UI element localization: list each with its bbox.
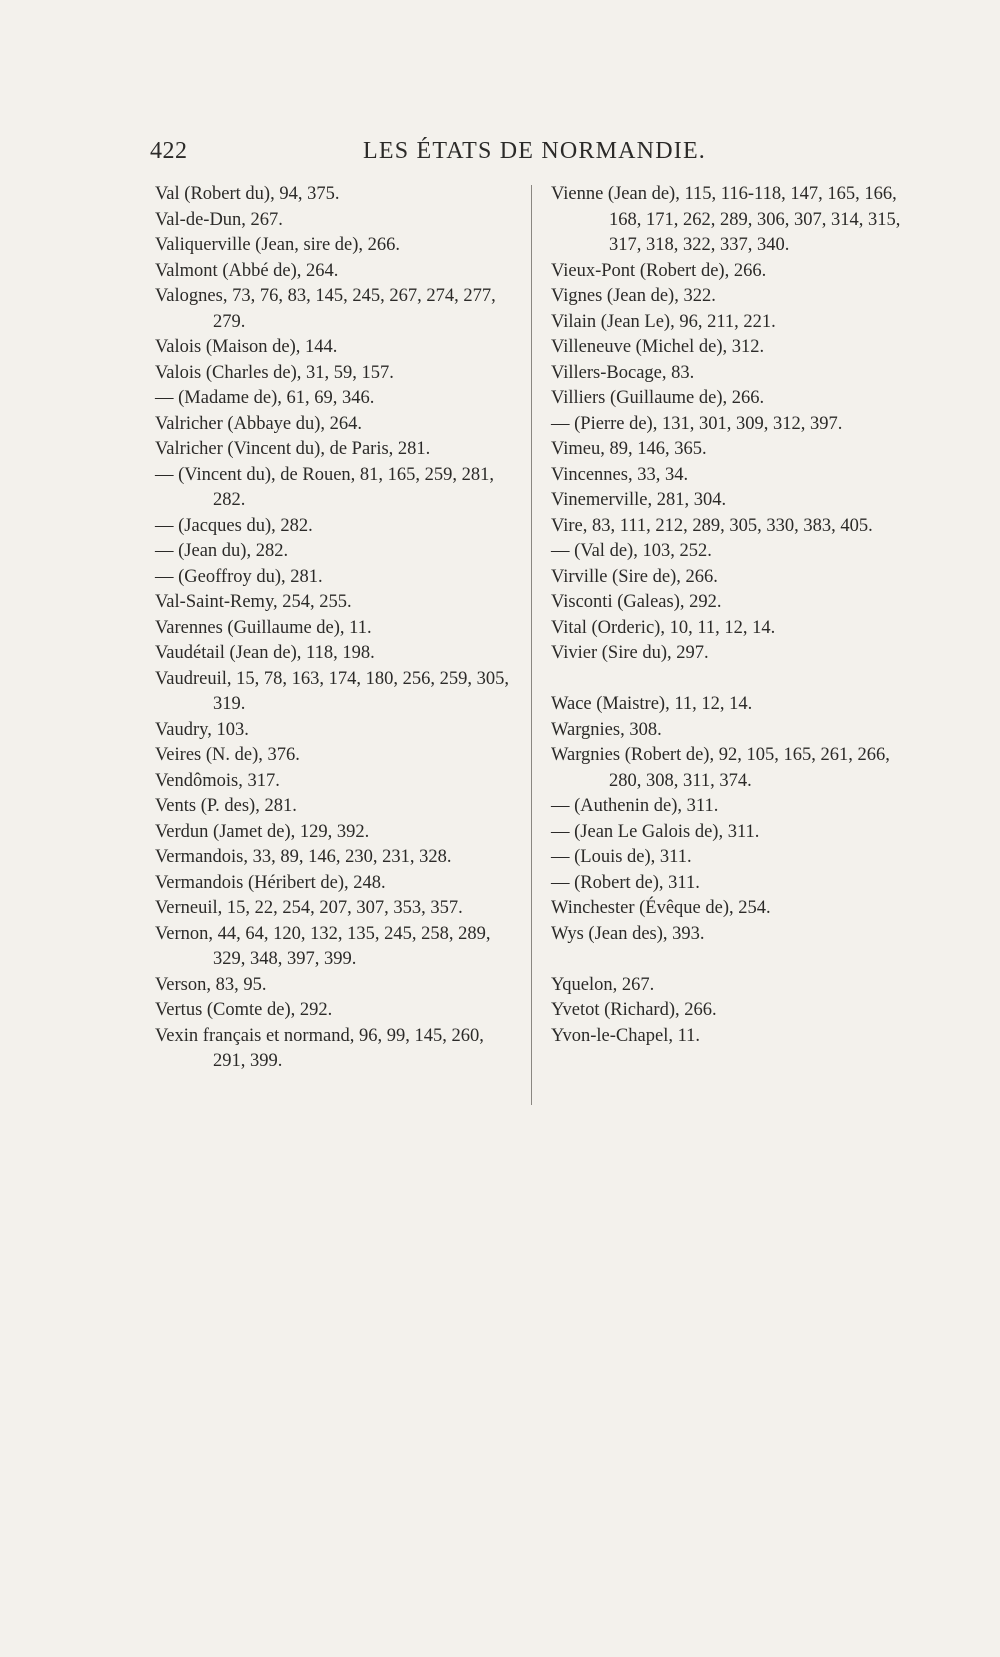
index-entry: Vieux-Pont (Robert de), 266. xyxy=(551,260,767,281)
index-entry: Vital (Orderic), 10, 11, 12, 14. xyxy=(551,617,776,638)
index-entry: Vermandois (Héribert de), 248. xyxy=(155,872,386,893)
index-entry: — (Vincent du), de Rouen, 81, 165, 259, 281, 282. xyxy=(155,464,495,510)
index-entry: Vire, 83, 111, 212, 289, 305, 330, 383, 405. xyxy=(551,515,873,536)
index-entry: Val-de-Dun, 267. xyxy=(155,209,283,230)
index-entry: — (Val de), 103, 252. xyxy=(551,541,712,561)
index-entry: Wargnies, 308. xyxy=(551,719,662,740)
running-title: LES ÉTATS DE NORMANDIE. xyxy=(363,138,706,164)
index-entry: Verson, 83, 95. xyxy=(155,974,267,995)
index-entry: Wys (Jean des), 393. xyxy=(551,923,705,944)
index-entry: — (Jean Le Galois de), 311. xyxy=(551,821,760,842)
page-number: 422 xyxy=(150,138,188,164)
index-entry: Winchester (Évêque de), 254. xyxy=(551,898,771,918)
index-entry: Yvon-le-Chapel, 11. xyxy=(551,1025,701,1046)
column-divider xyxy=(531,185,532,1105)
index-entry: Valricher (Abbaye du), 264. xyxy=(155,413,363,434)
index-entry: Vaudry, 103. xyxy=(155,719,249,740)
index-entry: Vents (P. des), 281. xyxy=(155,796,297,816)
index-entry: Vienne (Jean de), 115, 116-118, 147, 165, 166, 168, 171, 262, 289, 306, 307, 314, 315, 317, 318, 322, 337, 340. xyxy=(551,184,901,255)
index-entry: Vincennes, 33, 34. xyxy=(551,464,689,485)
index-entry: — (Madame de), 61, 69, 346. xyxy=(155,388,375,408)
index-entry: Virville (Sire de), 266. xyxy=(551,566,718,587)
index-entry: — (Louis de), 311. xyxy=(551,847,692,867)
index-entry: Vilain (Jean Le), 96, 211, 221. xyxy=(551,311,776,332)
index-entry: Yvetot (Richard), 266. xyxy=(551,1000,717,1020)
index-entry: Villeneuve (Michel de), 312. xyxy=(551,337,765,357)
index-entry: Verneuil, 15, 22, 254, 207, 307, 353, 357. xyxy=(155,898,463,918)
index-entry: Valmont (Abbé de), 264. xyxy=(155,260,339,281)
index-entry: Vertus (Comte de), 292. xyxy=(155,1000,333,1020)
index-entry: — (Pierre de), 131, 301, 309, 312, 397. xyxy=(551,413,843,434)
index-entry: Villers-Bocage, 83. xyxy=(551,362,695,383)
index-entry: Wace (Maistre), 11, 12, 14. xyxy=(551,694,753,714)
index-entry: Varennes (Guillaume de), 11. xyxy=(155,617,372,638)
index-entry: Verdun (Jamet de), 129, 392. xyxy=(155,821,370,842)
index-column-right xyxy=(551,182,901,1049)
index-entry: Veires (N. de), 376. xyxy=(155,745,300,765)
index-entry: Valiquerville (Jean, sire de), 266. xyxy=(155,235,401,255)
index-entry: Visconti (Galeas), 292. xyxy=(551,592,722,612)
index-entry: Valognes, 73, 76, 83, 145, 245, 267, 274, 277, 279. xyxy=(155,286,496,332)
index-entry: Vendômois, 317. xyxy=(155,770,280,791)
index-entry: Vignes (Jean de), 322. xyxy=(551,286,716,306)
index-column-left xyxy=(155,182,520,1075)
index-entry: Valricher (Vincent du), de Paris, 281. xyxy=(155,439,431,459)
index-entry: Valois (Charles de), 31, 59, 157. xyxy=(155,362,394,383)
index-entry: Wargnies (Robert de), 92, 105, 165, 261, 266, 280, 308, 311, 374. xyxy=(551,745,890,791)
index-entry: Valois (Maison de), 144. xyxy=(155,337,338,357)
index-entry: Val (Robert du), 94, 375. xyxy=(155,184,340,204)
index-entry: Vinemerville, 281, 304. xyxy=(551,490,727,510)
index-entry: — (Authenin de), 311. xyxy=(551,796,719,816)
index-entry: — (Geoffroy du), 281. xyxy=(155,566,323,587)
index-entry: Vexin français et normand, 96, 99, 145, 260, 291, 399. xyxy=(155,1025,484,1071)
index-entry: Val-Saint-Remy, 254, 255. xyxy=(155,592,352,612)
index-entry: Yquelon, 267. xyxy=(551,974,655,995)
index-entry: — (Jacques du), 282. xyxy=(155,515,313,536)
index-entry: — (Jean du), 282. xyxy=(155,541,289,561)
index-entry: Vivier (Sire du), 297. xyxy=(551,643,709,663)
index-entry: Vaudétail (Jean de), 118, 198. xyxy=(155,643,375,663)
index-entry: Vimeu, 89, 146, 365. xyxy=(551,439,707,459)
index-entry: — (Robert de), 311. xyxy=(551,872,700,893)
index-entry: Villiers (Guillaume de), 266. xyxy=(551,388,765,408)
index-entry: Vernon, 44, 64, 120, 132, 135, 245, 258, 289, 329, 348, 397, 399. xyxy=(155,923,491,969)
page-header xyxy=(150,138,870,168)
index-entry: Vaudreuil, 15, 78, 163, 174, 180, 256, 259, 305, 319. xyxy=(155,668,510,714)
index-entry: Vermandois, 33, 89, 146, 230, 231, 328. xyxy=(155,847,452,867)
